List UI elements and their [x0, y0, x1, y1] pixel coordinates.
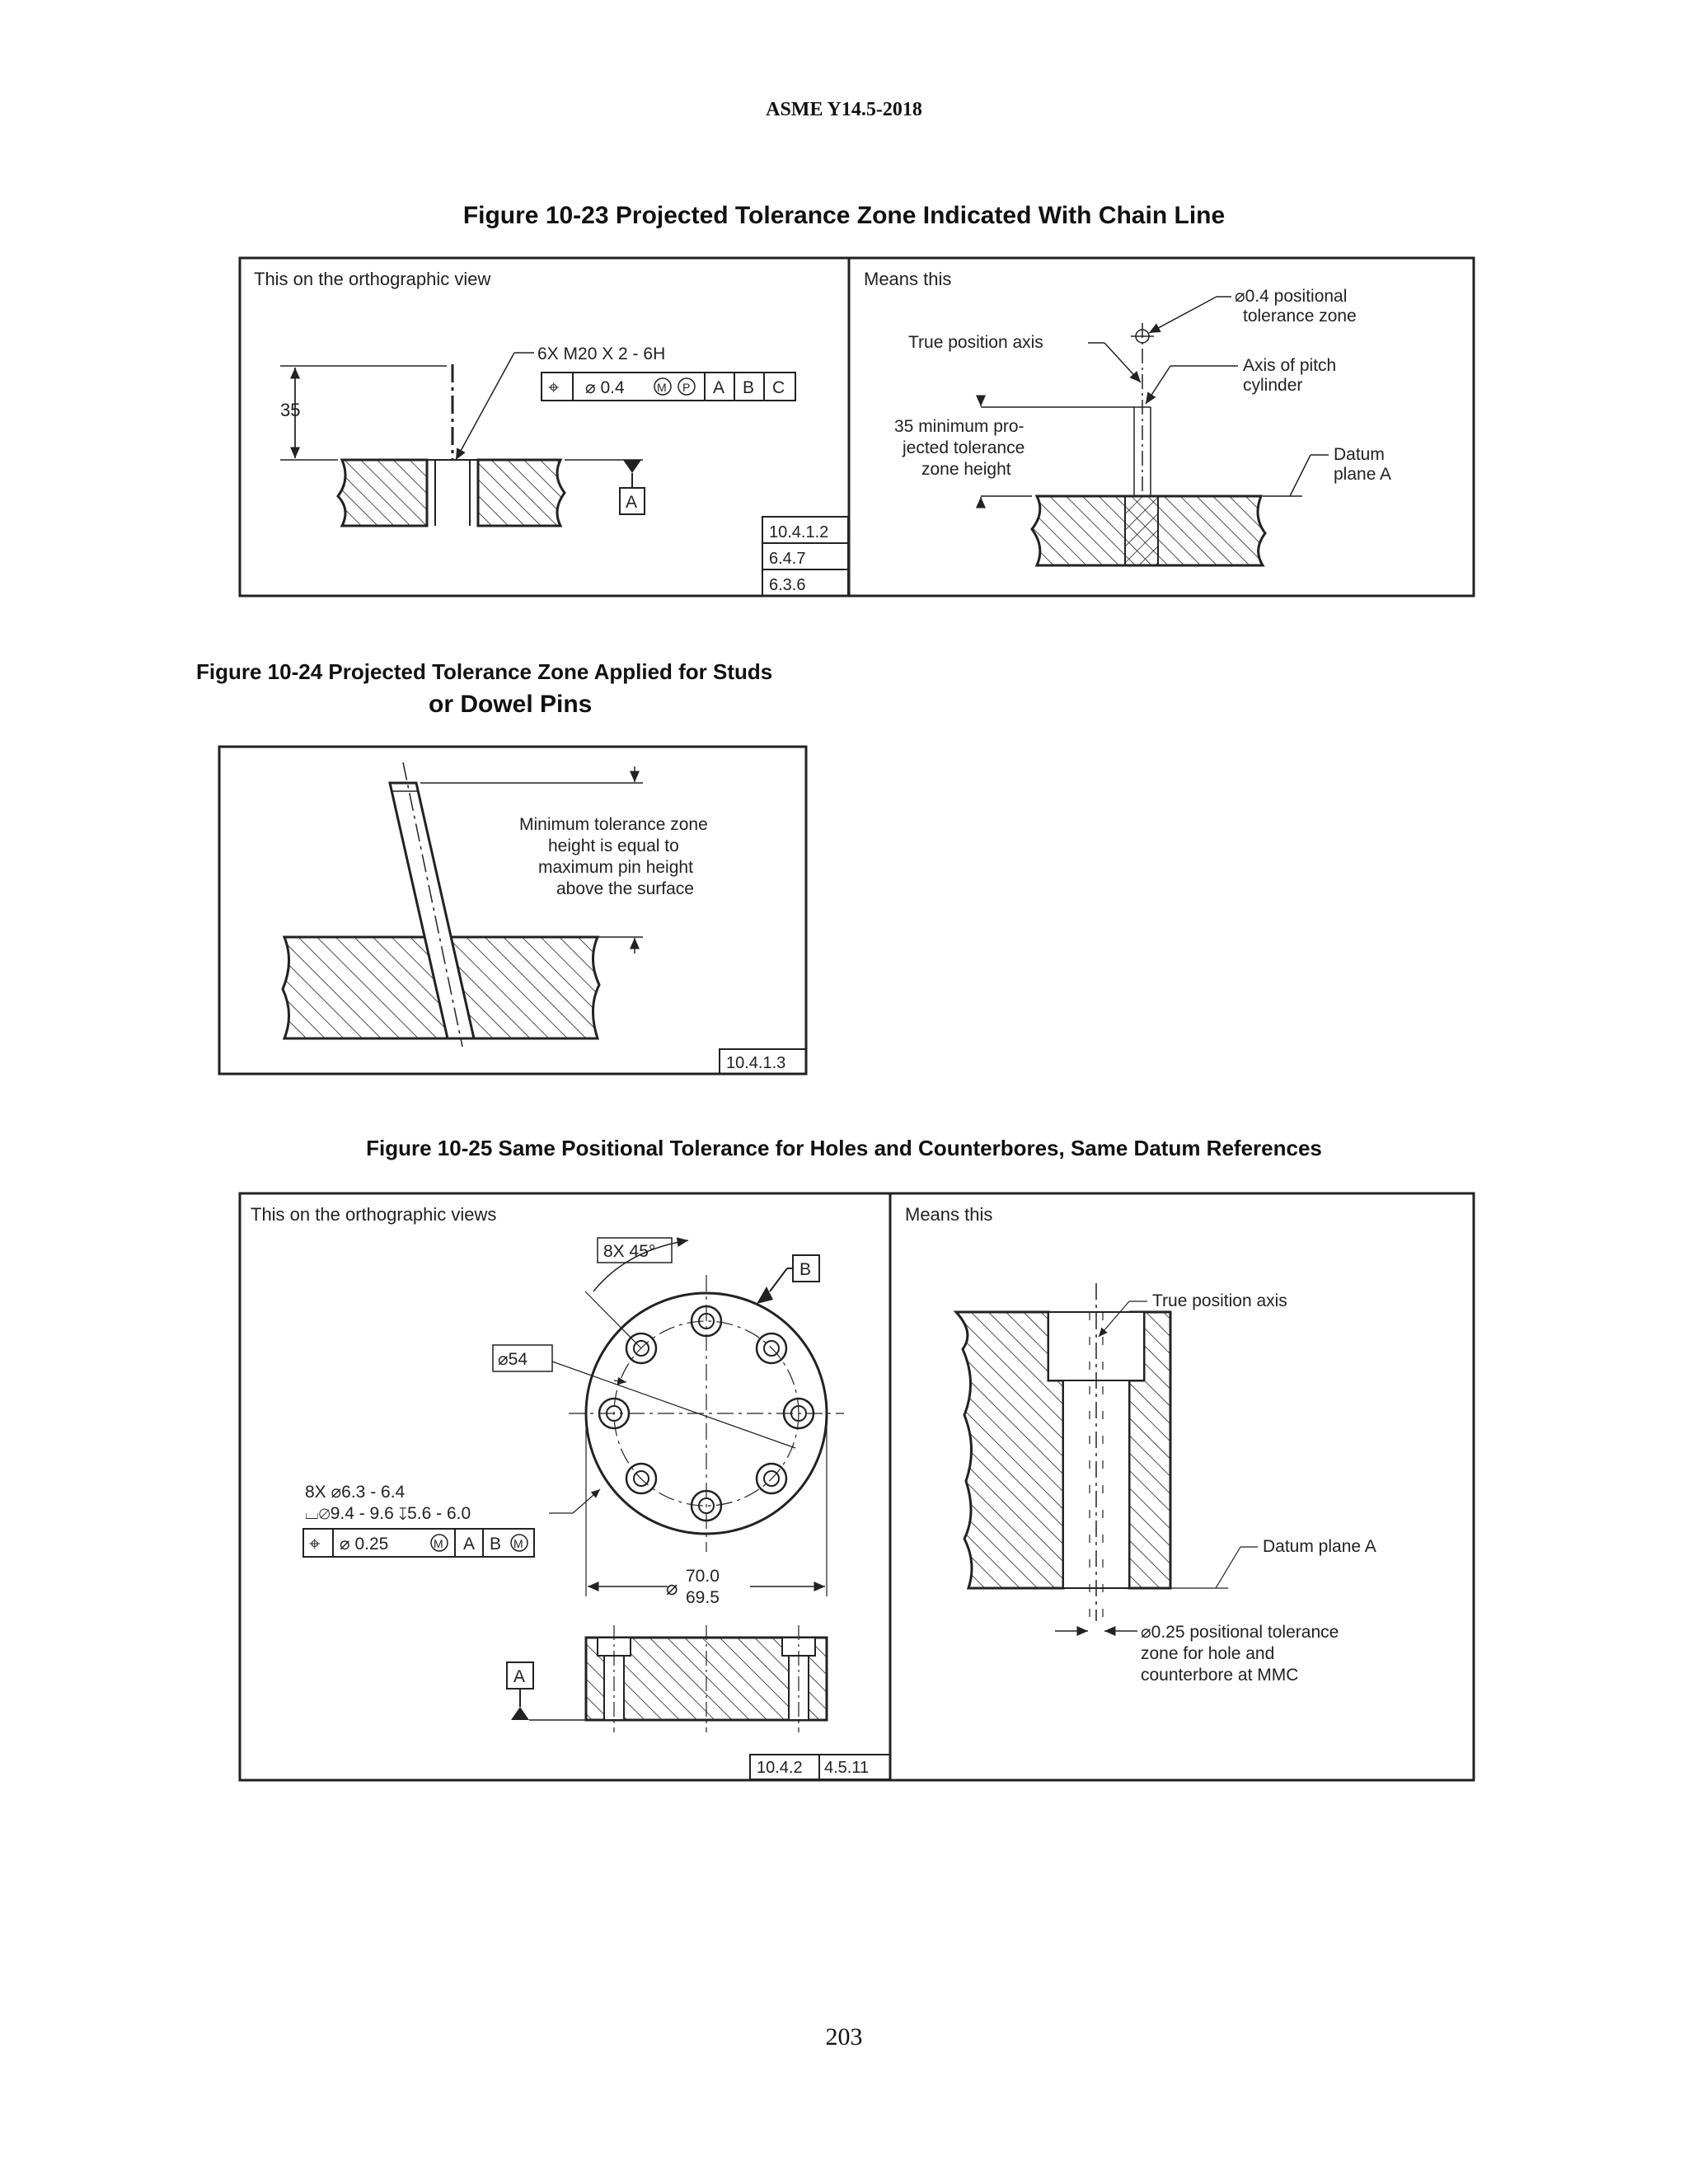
ref-10-4-2: 10.4.2: [757, 1759, 803, 1777]
right-panel-heading: Means this: [864, 269, 952, 289]
fcf-tolerance: ⌀ 0.4: [585, 378, 625, 397]
figure-10-24-title-line2: or Dowel Pins: [429, 691, 593, 718]
datum-b-symbol: [757, 1255, 819, 1304]
true-axis-callout: True position axis: [1152, 1291, 1287, 1310]
pitch-callout-2: cylinder: [1243, 376, 1303, 395]
datum-plane-callout-1: Datum: [1334, 445, 1385, 464]
feature-control-frame: [542, 373, 795, 401]
zone-callout-1: ⌀0.25 positional tolerance: [1141, 1623, 1339, 1642]
left-panel-heading: This on the orthographic view: [254, 269, 491, 289]
meaning-plate: [1032, 496, 1265, 565]
datum-a-label: A: [626, 493, 638, 512]
ref-10-4-1-2: 10.4.1.2: [769, 523, 829, 541]
datum-a-symbol: [565, 460, 645, 514]
fcf-datum-c: C: [772, 378, 785, 397]
fcf-tolerance: ⌀ 0.25: [340, 1535, 389, 1554]
figure-10-23-title: Figure 10-23 Projected Tolerance Zone Indicated With Chain Line: [462, 202, 1226, 229]
page-number: 203: [825, 2023, 863, 2050]
datum-plane-callout-2: plane A: [1334, 465, 1392, 484]
position-symbol: ⌖: [548, 377, 560, 399]
figure-10-24-title-line1: Figure 10-24 Projected Tolerance Zone Applied for Studs: [196, 659, 773, 684]
zone-callout-2: tolerance zone: [1243, 307, 1357, 326]
projected-modifier: P: [682, 381, 691, 394]
min-height-label-1: 35 minimum pro-: [894, 417, 1025, 436]
figure-10-24: [218, 746, 808, 1076]
ref-10-4-1-3: 10.4.1.3: [726, 1054, 786, 1072]
fcf-datum-a: A: [713, 378, 725, 397]
plate-section: [338, 364, 565, 526]
figure-frame: [240, 1193, 1474, 1780]
datum-a-label: A: [513, 1667, 526, 1686]
feature-control-frame: [303, 1529, 534, 1557]
min-height-label-3: zone height: [921, 460, 1011, 479]
projected-zone: [1131, 323, 1154, 496]
zone-callout-1: ⌀0.4 positional: [1235, 287, 1348, 306]
dia-lower: 69.5: [686, 1588, 720, 1607]
pitch-callout-1: Axis of pitch: [1243, 356, 1337, 375]
fcf-datum-b: B: [490, 1535, 502, 1554]
zone-callout-2: zone for hole and: [1141, 1644, 1275, 1663]
true-axis-callout: True position axis: [908, 333, 1043, 352]
right-panel-heading: Means this: [905, 1204, 993, 1225]
fcf-datum-a: A: [463, 1535, 476, 1554]
hole-note-2: ⌴⌀9.4 - 9.6 ↧5.6 - 6.0: [305, 1504, 471, 1523]
note-line-1: Minimum tolerance zone: [519, 815, 708, 834]
note-line-3: maximum pin height: [538, 858, 693, 877]
figure-10-25: [239, 1193, 1475, 1782]
flange-side-section: [586, 1625, 827, 1732]
figure-10-25-title: Figure 10-25 Same Positional Tolerance for Holes and Counterbores, Same Datum References: [366, 1136, 1322, 1160]
zone-callout-3: counterbore at MMC: [1141, 1666, 1299, 1685]
dim-35-label: 35: [280, 400, 301, 420]
reference-boxes: [750, 1755, 890, 1779]
ref-4-5-11: 4.5.11: [824, 1759, 870, 1777]
datum-a-symbol: [507, 1662, 586, 1720]
bolt-circle-label: ⌀54: [498, 1350, 528, 1369]
thread-note: 6X M20 X 2 - 6H: [537, 344, 666, 363]
mmc-modifier: M: [434, 1537, 443, 1550]
figure-10-23: [239, 257, 1475, 598]
note-line-4: above the surface: [556, 879, 694, 898]
dimension-35: [280, 366, 447, 460]
meaning-section: [956, 1283, 1170, 1621]
reference-boxes: [762, 517, 848, 596]
fcf-datum-b: B: [743, 378, 755, 397]
ref-6-3-6: 6.3.6: [769, 576, 806, 594]
hole-note-1: 8X ⌀6.3 - 6.4: [305, 1483, 406, 1502]
left-panel-heading: This on the orthographic views: [251, 1204, 497, 1225]
mmc-modifier: M: [657, 381, 667, 394]
note-line-2: height is equal to: [548, 837, 679, 855]
min-height-label-2: jected tolerance: [903, 438, 1025, 457]
datum-plane-callout: Datum plane A: [1263, 1537, 1376, 1556]
dia-symbol: ⌀: [666, 1577, 678, 1600]
datum-mmc-modifier: M: [513, 1537, 523, 1550]
ref-6-4-7: 6.4.7: [769, 550, 806, 568]
datum-b-label: B: [799, 1260, 812, 1279]
angle-note: 8X 45°: [603, 1242, 656, 1261]
page-header: ASME Y14.5-2018: [766, 99, 922, 120]
dia-upper: 70.0: [686, 1567, 720, 1586]
position-symbol: ⌖: [309, 1533, 321, 1555]
